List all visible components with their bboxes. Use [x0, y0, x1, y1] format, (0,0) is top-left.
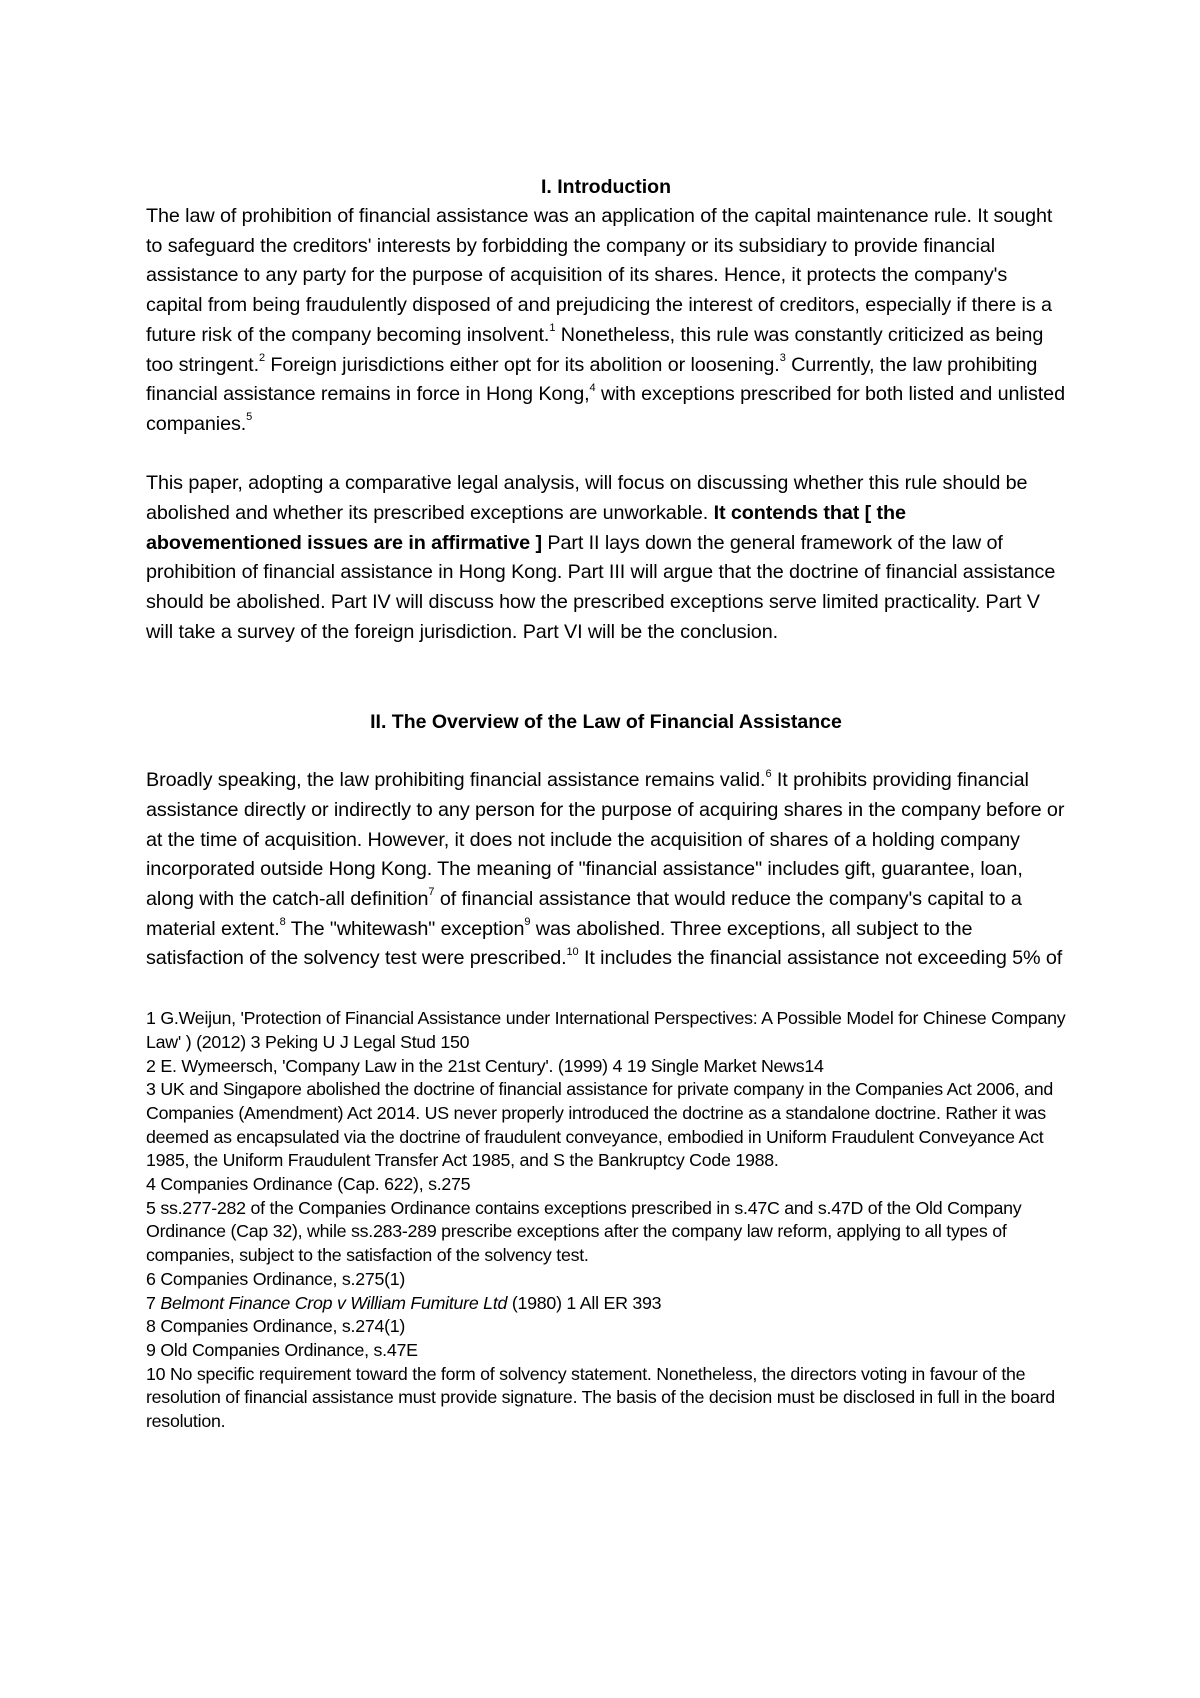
section-spacer: [146, 648, 1066, 707]
footnote-ref-4: 4: [589, 381, 596, 394]
footnote-4: 4 Companies Ordinance (Cap. 622), s.275: [146, 1174, 471, 1195]
footnote-7: [146, 1292, 1066, 1316]
introduction-paragraph-1: [146, 202, 1066, 440]
text-run: It prohibits providing financial assistance directly or indirectly to any person for the purpose of acquiring shares in the company before or at the time of acquisition. However, it does not include the acquisition of shares of a holding company incorporated outside Hong Kong. The meaning of "financial assistance" includes gift, guarantee, loan, along with the catch-all definition: [146, 769, 1065, 911]
footnote-ref-7: 7: [428, 886, 435, 899]
paragraph-spacer: [146, 737, 1066, 767]
text-run: Part II lays down the general framework of the law of prohibition of financial assistance in Hong Kong. Part III will argue that the doctrine of financial assistance should be abolished. Part IV will discuss how the prescribed exceptions serve limited practicality. Part V will take a survey of the foreign jurisdiction. Part VI will be the conclusion.: [146, 531, 1056, 643]
section-heading-overview: II. The Overview of the Law of Financial Assistance: [370, 710, 842, 733]
footnote-2: 2 E. Wymeersch, 'Company Law in the 21st Century'. (1999) 4 19 Single Market News14: [146, 1055, 824, 1076]
footnote-number: 7: [146, 1292, 161, 1313]
introduction-paragraph-2: [146, 469, 1066, 647]
paragraph-spacer: [146, 440, 1066, 470]
footnotes-section: [146, 1007, 1066, 1434]
text-run: with exceptions prescribed for both listed and unlisted companies.: [146, 383, 1065, 435]
text-run: Broadly speaking, the law prohibiting financial assistance remains valid.: [146, 769, 766, 792]
footnote-9: 9 Old Companies Ordinance, s.47E: [146, 1339, 418, 1360]
footnote-1: 1 G.Weijun, 'Protection of Financial Assistance under International Perspectives: A Possible Model for Chinese Company Law' ) (2012) 3 Peking U J Legal Stud 150: [146, 1008, 1066, 1052]
text-run: The "whitewash" exception: [285, 917, 525, 940]
footnote-ref-9: 9: [524, 916, 531, 929]
footnote-ref-3: 3: [779, 351, 786, 364]
overview-paragraph-1: [146, 766, 1066, 974]
text-run: This paper, adopting a comparative legal analysis, will focus on discussing whether this rule should be abolished and whether its prescribed exceptions are unworkable.: [146, 472, 1028, 525]
text-run: Foreign jurisdictions either opt for its abolition or loosening.: [265, 353, 780, 376]
text-run: Nonetheless, this rule was constantly criticized as being too stringent.: [146, 323, 1044, 376]
text-run: of financial assistance that would reduce the company's capital to a material extent.: [146, 888, 1022, 940]
thesis-statement: It contends that [ the abovementioned issues are in affirmative ]: [146, 502, 906, 554]
footnote-ref-8: 8: [279, 916, 286, 929]
footnote-ref-2: 2: [258, 351, 265, 364]
text-run: The law of prohibition of financial assistance was an application of the capital maintenance rule. It sought to safeguard the creditors' interests by forbidding the company or its subsidiary to provide financial assistance to any party for the purpose of acquisition of its shares. Hence, it protects the company's capital from being fraudulently disposed of and prejudicing the interest of creditors, especially if there is a future risk of the company becoming insolvent.: [146, 205, 1053, 346]
footnote-8: 8 Companies Ordinance, s.274(1): [146, 1316, 406, 1337]
footnote-ref-10: 10: [566, 945, 579, 958]
case-name: Belmont Finance Crop v William Fumiture Ltd: [160, 1292, 508, 1313]
citation: (1980) 1 All ER 393: [507, 1292, 662, 1313]
page-content: [146, 172, 1066, 1434]
footnote-ref-1: 1: [549, 322, 556, 335]
footnote-5: 5 ss.277-282 of the Companies Ordinance contains exceptions prescribed in s.47C and s.47D of the Old Company Ordinance (Cap 32), while ss.283-289 prescribe exceptions after the company law reform, applying to all types of companies, subject to the satisfaction of the solvency test.: [146, 1197, 1022, 1266]
footnote-ref-5: 5: [246, 411, 253, 424]
footnote-3: 3 UK and Singapore abolished the doctrine of financial assistance for private company in the Companies Act 2006, and Companies (Amendment) Act 2014. US never properly introduced the doctrine as a standalone doctrine. Rather it was deemed as encapsulated via the doctrine of fraudulent conveyance, embodied in Uniform Fraudulent Conveyance Act 1985, the Uniform Fraudulent Transfer Act 1985, and S the Bankruptcy Code 1988.: [146, 1079, 1054, 1171]
text-run: It includes the financial assistance not exceeding 5% of: [578, 947, 1063, 970]
text-run: was abolished. Three exceptions, all subject to the satisfaction of the solvency test were prescribed.: [146, 917, 973, 970]
footnote-ref-6: 6: [765, 767, 772, 780]
footnote-6: 6 Companies Ordinance, s.275(1): [146, 1268, 406, 1289]
footnote-10: 10 No specific requirement toward the form of solvency statement. Nonetheless, the directors voting in favour of the resolution of financial assistance must provide signature. The basis of the decision must be disclosed in full in the board resolution.: [146, 1363, 1055, 1432]
text-run: Currently, the law prohibiting financial assistance remains in force in Hong Kong,: [146, 353, 1038, 406]
section-heading-introduction: I. Introduction: [541, 176, 671, 198]
